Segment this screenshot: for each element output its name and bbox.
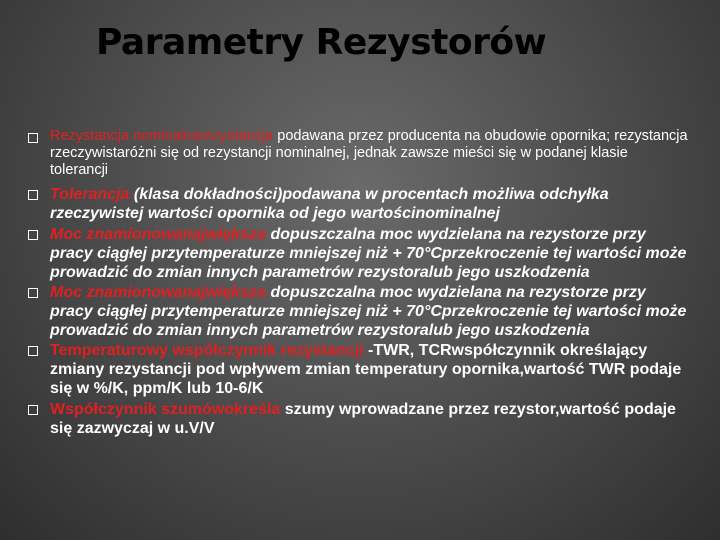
checkbox-bullet-icon — [28, 288, 38, 298]
bullet-item-nominal-resistance — [28, 128, 688, 179]
bullet-text: (klasa dokładności)podawana w procentach możliwa odchyłka rzeczywistej wartości opornika od jego wartościnominalnej — [50, 186, 609, 222]
checkbox-bullet-icon — [28, 230, 38, 240]
bullet-text: szumy wprowadzane przez rezystor,wartość podaje się zazwyczaj w u.V/V — [50, 401, 676, 437]
bullet-term: Współczynnik szumówokreśla — [50, 401, 281, 418]
bullet-list — [28, 128, 688, 438]
bullet-item-rated-power-2 — [28, 283, 688, 340]
checkbox-bullet-icon — [28, 405, 38, 415]
bullet-text: dopuszczalna moc wydzielana na rezystorze przy pracy ciągłej przytemperaturze mniejszej niż + 70°Cprzekroczenie tej wartości może prowadzić do zmian innych parametrów rezystoralub jego uszkodzenia — [50, 226, 687, 281]
bullet-text: podawana przez producenta na obudowie opornika; rezystancja rzeczywistaróżni się od rezystancji nominalnej, jednak zawsze mieści się w podanej klasie tolerancji — [50, 128, 688, 178]
bullet-item-rated-power-1 — [28, 225, 688, 282]
bullet-term: Rezystancja nominalnarezystancja — [50, 128, 274, 144]
bullet-item-tolerance — [28, 185, 688, 223]
bullet-item-noise-coefficient — [28, 400, 688, 438]
bullet-item-temperature-coefficient — [28, 341, 688, 398]
bullet-term: Tolerancja — [50, 186, 130, 203]
bullet-term: Moc znamionowanajwiększa — [50, 284, 267, 301]
bullet-text: -TWR, TCRwspółczynnik określający zmiany rezystancji pod wpływem zmian temperatury opornika,wartość TWR podaje się w %/K, ppm/K lub 10-6/K — [50, 342, 682, 397]
checkbox-bullet-icon — [28, 133, 38, 143]
checkbox-bullet-icon — [28, 346, 38, 356]
slide-title: Parametry Rezystorów — [96, 22, 547, 63]
checkbox-bullet-icon — [28, 190, 38, 200]
bullet-term: Temperaturowy współczynnik rezystancji — [50, 342, 364, 359]
bullet-text: dopuszczalna moc wydzielana na rezystorze przy pracy ciągłej przytemperaturze mniejszej niż + 70°Cprzekroczenie tej wartości może prowadzić do zmian innych parametrów rezystoralub jego uszkodzenia — [50, 284, 687, 339]
bullet-term: Moc znamionowanajwiększa — [50, 226, 267, 243]
